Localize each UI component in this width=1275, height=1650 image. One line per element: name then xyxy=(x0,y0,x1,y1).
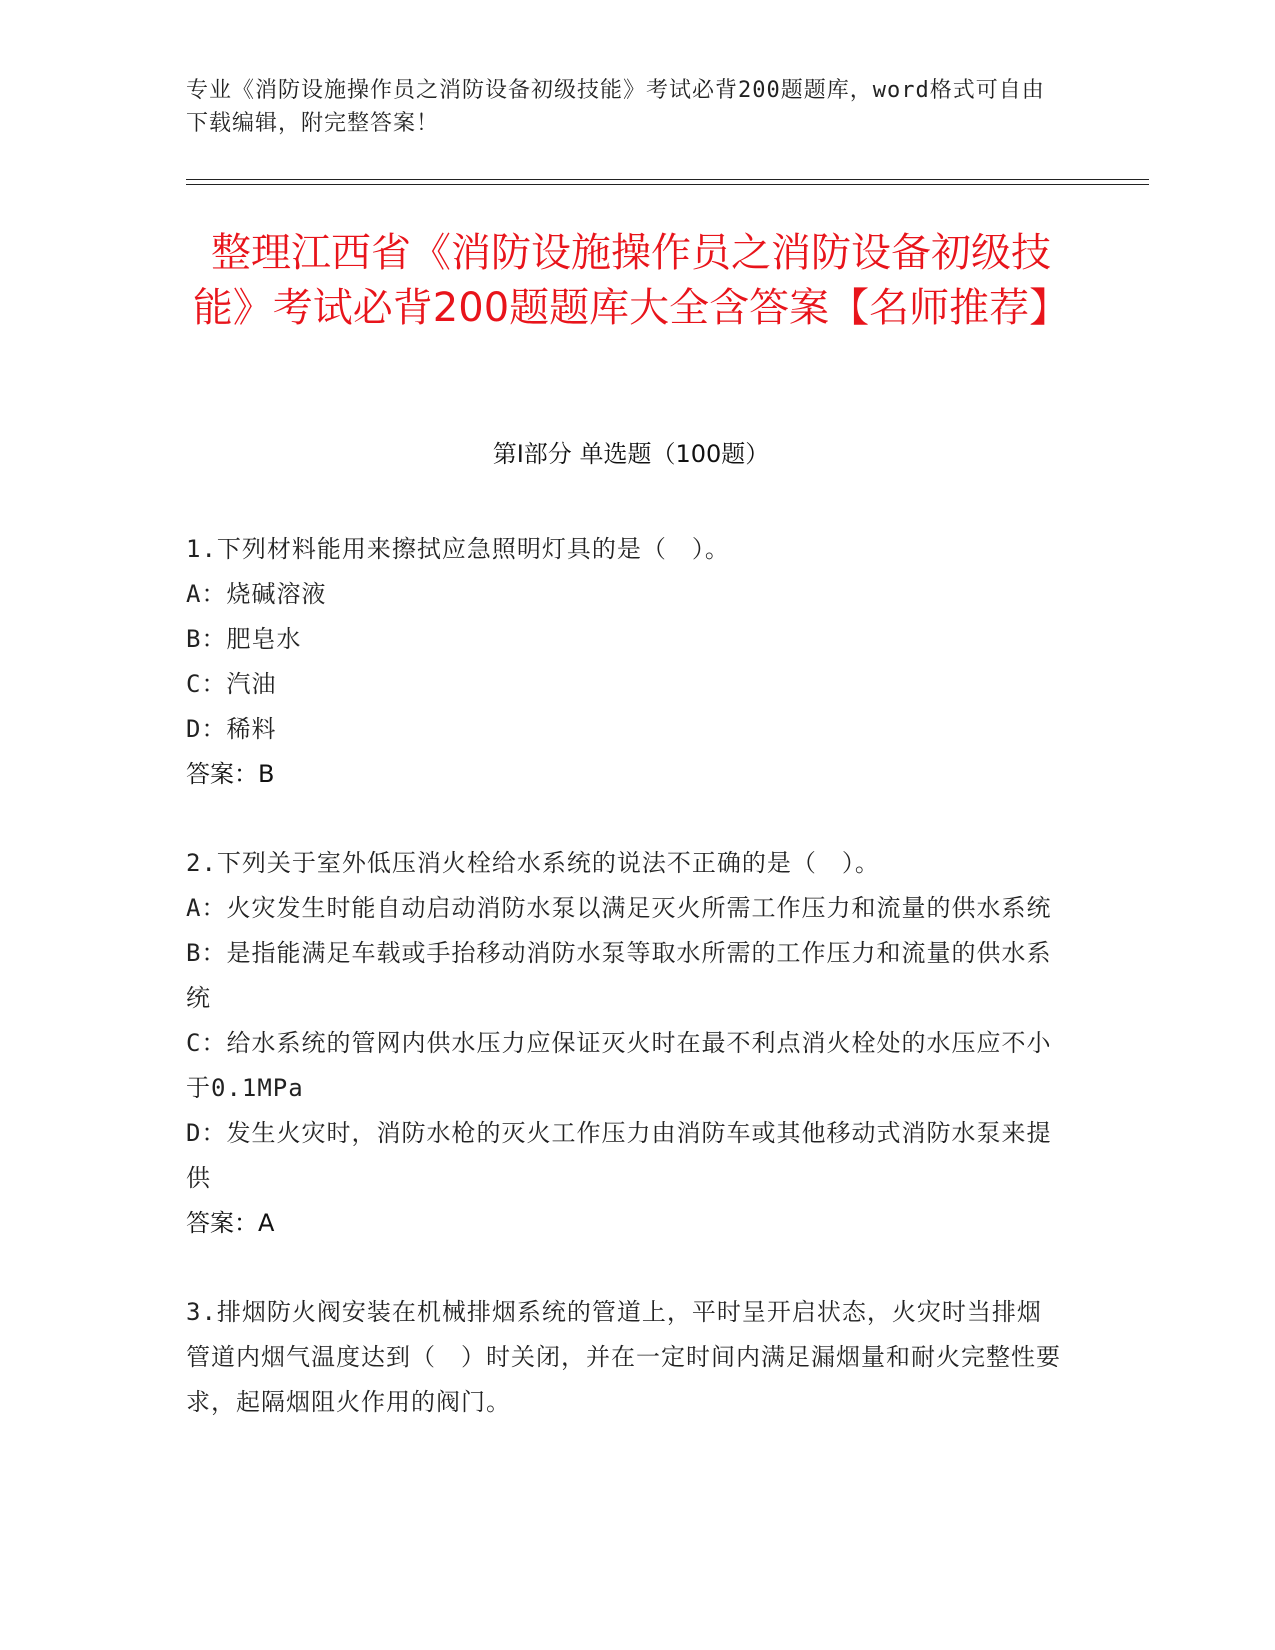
header-note: 专业《消防设施操作员之消防设备初级技能》考试必背200题题库，word格式可自由下载编辑，附完整答案！ xyxy=(186,78,1045,136)
question-1 xyxy=(186,527,1066,797)
option-c: C：汽油 xyxy=(186,670,277,698)
option-a: A：烧碱溶液 xyxy=(186,580,327,608)
question-list xyxy=(186,527,1066,1469)
option-b: B：肥皂水 xyxy=(186,625,302,653)
question-stem: 2.下列关于室外低压消火栓给水系统的说法不正确的是（ ）。 xyxy=(186,849,880,877)
header-divider-bottom xyxy=(186,184,1149,185)
option-c: C：给水系统的管网内供水压力应保证灭火时在最不利点消火栓处的水压应不小于0.1MPa xyxy=(186,1029,1052,1102)
option-a: A：火灾发生时能自动启动消防水泵以满足灭火所需工作压力和流量的供水系统 xyxy=(186,894,1052,922)
option-d: D：稀料 xyxy=(186,715,277,743)
question-2 xyxy=(186,841,1066,1246)
question-stem: 1.下列材料能用来擦拭应急照明灯具的是（ ）。 xyxy=(186,535,730,563)
answer: 答案：A xyxy=(186,1209,275,1237)
header-divider-top xyxy=(186,179,1149,180)
question-3 xyxy=(186,1290,1066,1425)
question-stem: 3.排烟防火阀安装在机械排烟系统的管道上，平时呈开启状态，火灾时当排烟管道内烟气温度达到（ ）时关闭，并在一定时间内满足漏烟量和耐火完整性要求，起隔烟阻火作用的阀门。 xyxy=(186,1298,1061,1416)
answer: 答案：B xyxy=(186,760,275,788)
section-heading: 第Ⅰ部分 单选题（100题） xyxy=(492,440,770,468)
option-d: D：发生火灾时，消防水枪的灭火工作压力由消防车或其他移动式消防水泵来提供 xyxy=(186,1119,1052,1192)
document-title: 整理江西省《消防设施操作员之消防设备初级技能》考试必背200题题库大全含答案【名师推荐】 xyxy=(192,230,1070,331)
option-b: B：是指能满足车载或手抬移动消防水泵等取水所需的工作压力和流量的供水系统 xyxy=(186,939,1052,1012)
